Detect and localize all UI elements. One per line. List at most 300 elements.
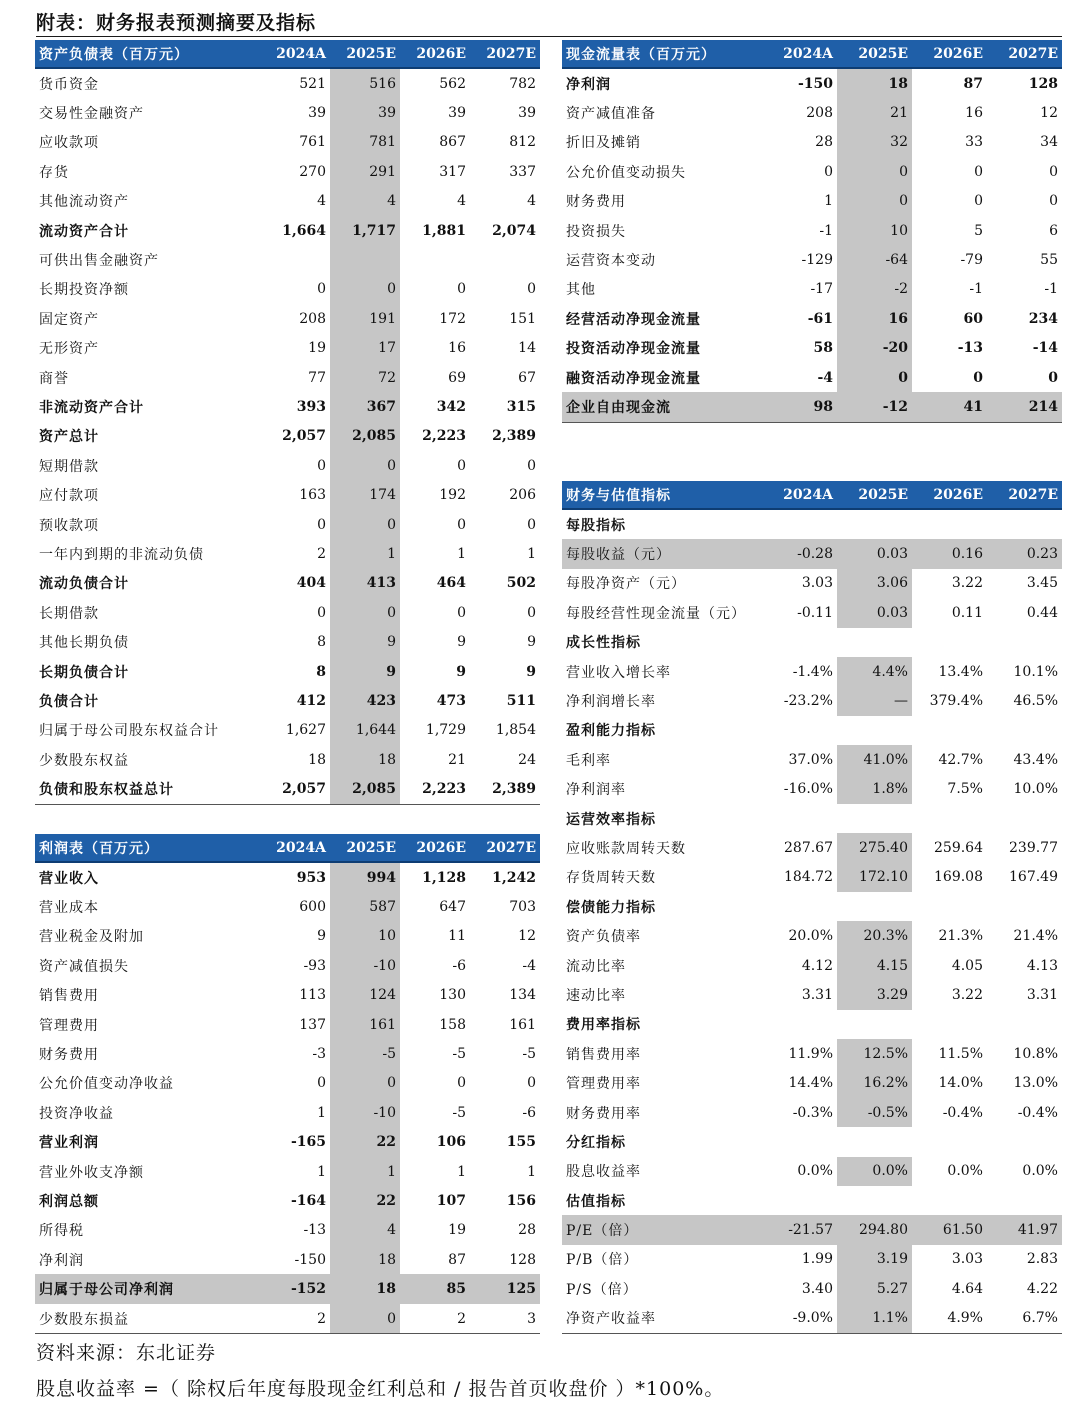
value-cell-2024A: 0 <box>317 604 326 621</box>
value-cell-2027E: 315 <box>506 398 536 415</box>
value-cell-2026E: 0 <box>973 369 983 386</box>
value-cell-2027E: 161 <box>509 1016 536 1033</box>
table-row <box>35 304 540 333</box>
value-cell-2024A: -4 <box>817 369 833 386</box>
cash-flow-header <box>562 40 1062 68</box>
value-cell-2027E: 156 <box>506 1192 536 1209</box>
value-cell-2027E: 337 <box>509 163 536 180</box>
value-cell-2027E: 12 <box>518 928 536 945</box>
value-cell-2026E: 172 <box>439 310 466 327</box>
value-cell-2027E: 1,242 <box>492 869 536 886</box>
value-cell-2025E: 9 <box>330 657 400 686</box>
value-cell-2027E: 0 <box>1049 163 1058 180</box>
value-cell-2025E: 72 <box>330 363 400 392</box>
value-cell-2026E: 0 <box>457 516 466 533</box>
ratios-header <box>562 481 1062 509</box>
value-cell-2024A: -0.11 <box>797 604 833 621</box>
value-cell-2024A: 2 <box>260 1304 330 1334</box>
value-cell-2026E: 41 <box>912 392 987 422</box>
value-cell-2027E: 128 <box>1028 75 1058 92</box>
value-cell-2026E: 61.50 <box>912 1215 987 1244</box>
value-cell-2027E: 2.83 <box>1026 1251 1058 1268</box>
table-row <box>35 68 540 98</box>
value-cell-2025E <box>837 804 912 833</box>
value-cell-2026E: 87 <box>963 75 983 92</box>
row-label: 资产减值准备 <box>566 106 656 123</box>
year-header: 2026E <box>912 40 987 68</box>
value-cell-2024A: -165 <box>290 1134 326 1151</box>
value-cell-2025E: -10 <box>330 1098 400 1127</box>
income-statement-header <box>35 834 540 862</box>
value-cell-2024A: 0 <box>317 516 326 533</box>
value-cell-2024A: 98 <box>762 392 837 422</box>
value-cell-2024A: 8 <box>316 663 326 680</box>
value-cell-2026E: 14.0% <box>938 1075 983 1092</box>
row-label: 负债和股东权益总计 <box>35 774 260 804</box>
page-title: 附表：财务报表预测摘要及指标 <box>36 12 317 34</box>
value-cell-2026E: 11.5% <box>938 1045 983 1062</box>
row-label: 净利润 <box>39 1252 84 1269</box>
value-cell-2027E: 3.31 <box>1026 986 1058 1003</box>
section-label: 分红指标 <box>566 1134 626 1151</box>
value-cell-2024A: 14.4% <box>788 1075 833 1092</box>
row-label: 一年内到期的非流动负债 <box>39 546 204 563</box>
value-cell-2025E <box>330 245 400 274</box>
value-cell-2025E <box>837 1010 912 1039</box>
value-cell-2025E: -10 <box>330 951 400 980</box>
table-row <box>562 157 1062 186</box>
value-cell-2026E: 867 <box>439 134 466 151</box>
value-cell-2027E: 703 <box>509 899 536 916</box>
source-note: 资料来源：东北证券 <box>36 1342 217 1364</box>
table-row <box>35 1157 540 1186</box>
value-cell-2027E: 0.44 <box>1026 604 1058 621</box>
value-cell-2027E: 234 <box>1028 310 1058 327</box>
value-cell-2027E: 782 <box>509 75 536 92</box>
value-cell-2026E: 130 <box>439 987 466 1004</box>
value-cell-2024A: 1,627 <box>285 722 326 739</box>
row-label: 速动比率 <box>566 987 626 1004</box>
table-row <box>562 98 1062 127</box>
value-cell-2026E: 1,128 <box>422 869 466 886</box>
table-row <box>35 657 540 686</box>
value-cell-2027E: -1 <box>1044 281 1058 298</box>
section-label: 运营效率指标 <box>566 811 656 828</box>
value-cell-2024A: 2,057 <box>282 428 326 445</box>
table-row <box>562 951 1062 980</box>
table-row <box>35 892 540 921</box>
table-row <box>562 569 1062 598</box>
row-label: 少数股东损益 <box>35 1304 260 1334</box>
value-cell-2027E: 4.13 <box>1026 957 1058 974</box>
value-cell-2025E: 161 <box>330 1010 400 1039</box>
table-row <box>35 598 540 627</box>
value-cell-2024A: 0 <box>317 281 326 298</box>
value-cell-2026E: 1,729 <box>425 722 466 739</box>
row-label: 经营活动净现金流量 <box>566 311 701 328</box>
row-label: 财务费用 <box>39 1047 99 1064</box>
table-row <box>562 1274 1062 1303</box>
table-row <box>562 863 1062 892</box>
value-cell-2025E: 294.80 <box>837 1215 912 1244</box>
table-row <box>35 245 540 274</box>
value-cell-2027E: -0.4% <box>1017 1104 1058 1121</box>
value-cell-2026E: 16 <box>965 105 983 122</box>
ratios-title: 财务与估值指标 <box>562 481 762 509</box>
table-row <box>562 1098 1062 1127</box>
value-cell-2025E: 172.10 <box>837 863 912 892</box>
value-cell-2027E <box>987 804 1062 833</box>
table-row <box>562 392 1062 422</box>
value-cell-2026E: 4.64 <box>951 1280 983 1297</box>
table-row <box>35 627 540 656</box>
value-cell-2024A: 37.0% <box>788 751 833 768</box>
row-label: 流动负债合计 <box>39 576 129 593</box>
section-label: 成长性指标 <box>566 635 641 652</box>
value-cell-2027E: 46.5% <box>1013 693 1058 710</box>
value-cell-2024A: -23.2% <box>783 693 833 710</box>
value-cell-2027E: 0 <box>1049 193 1058 210</box>
value-cell-2027E: 4.22 <box>1026 1280 1058 1297</box>
row-label: 毛利率 <box>566 752 611 769</box>
value-cell-2027E: 0 <box>527 516 536 533</box>
value-cell-2026E: 87 <box>448 1251 466 1268</box>
value-cell-2026E: 562 <box>439 75 466 92</box>
value-cell-2027E: 0 <box>527 281 536 298</box>
row-label: 流动比率 <box>566 958 626 975</box>
value-cell-2025E: 191 <box>330 304 400 333</box>
value-cell-2024A: 77 <box>308 369 326 386</box>
value-cell-2024A: 8 <box>317 634 326 651</box>
value-cell-2024A: 18 <box>308 751 326 768</box>
row-label: 管理费用 <box>39 1017 99 1034</box>
value-cell-2027E: 812 <box>509 134 536 151</box>
row-label: 公允价值变动损失 <box>566 164 686 181</box>
table-row <box>35 510 540 539</box>
value-cell-2025E: 18 <box>330 1274 400 1303</box>
table-row <box>35 1069 540 1098</box>
value-cell-2026E <box>912 509 987 539</box>
value-cell-2025E: 18 <box>837 68 912 98</box>
value-cell-2025E: 1,717 <box>330 216 400 245</box>
row-label: 货币资金 <box>39 76 99 93</box>
value-cell-2024A: 3.31 <box>801 986 833 1003</box>
value-cell-2025E: 3.29 <box>837 980 912 1009</box>
row-label: 其他流动资产 <box>39 194 129 211</box>
value-cell-2024A: 761 <box>299 134 326 151</box>
value-cell-2024A: 28 <box>815 134 833 151</box>
year-header: 2024A <box>762 481 837 509</box>
section-header-row <box>562 628 1062 657</box>
value-cell-2026E: 21.3% <box>938 928 983 945</box>
value-cell-2024A: -93 <box>303 957 326 974</box>
table-row <box>562 1215 1062 1244</box>
income-statement-title: 利润表（百万元） <box>35 834 260 862</box>
value-cell-2027E <box>987 1127 1062 1156</box>
value-cell-2026E <box>912 1186 987 1215</box>
value-cell-2024A: 9 <box>317 928 326 945</box>
value-cell-2026E: 2 <box>400 1304 470 1334</box>
year-header: 2027E <box>470 834 540 862</box>
value-cell-2026E <box>912 892 987 921</box>
table-row <box>35 1010 540 1039</box>
row-label: 财务费用率 <box>566 1105 641 1122</box>
value-cell-2027E <box>987 892 1062 921</box>
value-cell-2024A: -0.3% <box>792 1104 833 1121</box>
table-row <box>35 216 540 245</box>
value-cell-2025E: — <box>837 686 912 715</box>
value-cell-2024A <box>260 245 330 274</box>
value-cell-2025E: -20 <box>837 334 912 363</box>
table-row <box>562 68 1062 98</box>
value-cell-2027E: 502 <box>506 575 536 592</box>
value-cell-2027E: 9 <box>527 634 536 651</box>
value-cell-2027E <box>987 1186 1062 1215</box>
table-row <box>562 1039 1062 1068</box>
table-row <box>562 921 1062 950</box>
table-row <box>35 334 540 363</box>
value-cell-2025E: 587 <box>330 892 400 921</box>
value-cell-2026E: 4 <box>457 193 466 210</box>
value-cell-2026E: 473 <box>436 692 466 709</box>
value-cell-2026E: 0.0% <box>947 1163 983 1180</box>
table-row <box>562 686 1062 715</box>
value-cell-2026E: 1 <box>457 1163 466 1180</box>
value-cell-2026E: 60 <box>963 310 983 327</box>
value-cell-2024A: -152 <box>260 1274 330 1303</box>
value-cell-2024A: -129 <box>801 252 833 269</box>
value-cell-2024A: -164 <box>290 1192 326 1209</box>
table-row <box>562 304 1062 333</box>
row-label: 投资活动净现金流量 <box>566 341 701 358</box>
row-label: 资产负债率 <box>566 929 641 946</box>
value-cell-2026E: -5 <box>452 1046 466 1063</box>
value-cell-2025E: 10 <box>837 216 912 245</box>
row-label: 融资活动净现金流量 <box>566 370 701 387</box>
table-row <box>35 745 540 774</box>
row-label: 应付款项 <box>39 488 99 505</box>
value-cell-2027E: 239.77 <box>1009 839 1058 856</box>
value-cell-2025E: 5.27 <box>837 1274 912 1303</box>
table-row <box>562 245 1062 274</box>
value-cell-2026E: 3.22 <box>951 575 983 592</box>
row-label: 净资产收益率 <box>562 1304 762 1334</box>
value-cell-2026E: 2,223 <box>400 774 470 804</box>
value-cell-2027E: 214 <box>987 392 1062 422</box>
table-row <box>562 539 1062 568</box>
table-row <box>562 275 1062 304</box>
value-cell-2026E: 21 <box>448 751 466 768</box>
table-row <box>35 716 540 745</box>
value-cell-2027E: 6.7% <box>987 1304 1062 1334</box>
balance-sheet-title: 资产负债表（百万元） <box>35 40 260 68</box>
value-cell-2024A: 953 <box>296 869 326 886</box>
value-cell-2027E: 43.4% <box>1013 751 1058 768</box>
value-cell-2024A: 208 <box>299 310 326 327</box>
value-cell-2024A: -61 <box>807 310 833 327</box>
value-cell-2025E: 367 <box>330 392 400 421</box>
value-cell-2025E: 0 <box>837 187 912 216</box>
value-cell-2026E: 0 <box>457 1075 466 1092</box>
row-label: 存货周转天数 <box>566 870 656 887</box>
row-label: P/B（倍） <box>566 1252 639 1269</box>
title-divider <box>36 36 1062 37</box>
value-cell-2025E: 0 <box>837 363 912 392</box>
table-row <box>35 157 540 186</box>
row-label: 每股净资产（元） <box>566 576 686 593</box>
value-cell-2024A: -1 <box>819 222 833 239</box>
value-cell-2024A <box>762 892 837 921</box>
value-cell-2025E <box>837 892 912 921</box>
value-cell-2025E <box>837 716 912 745</box>
value-cell-2026E: 0.11 <box>951 604 983 621</box>
section-header-row <box>562 716 1062 745</box>
value-cell-2026E: 13.4% <box>938 663 983 680</box>
table-row <box>35 774 540 804</box>
value-cell-2026E: 16 <box>448 340 466 357</box>
section-label: 盈利能力指标 <box>566 723 656 740</box>
row-label: 应收账款周转天数 <box>566 840 686 857</box>
value-cell-2025E: 3.19 <box>837 1245 912 1274</box>
formula-note: 股息收益率 =（ 除权后年度每股现金红利总和 / 报告首页收盘价 ）*100%。 <box>36 1378 725 1400</box>
value-cell-2025E: 1.8% <box>837 775 912 804</box>
value-cell-2024A: 1 <box>317 1163 326 1180</box>
value-cell-2027E: -14 <box>1032 340 1058 357</box>
section-header-row <box>562 1127 1062 1156</box>
value-cell-2026E: 19 <box>448 1222 466 1239</box>
table-row <box>35 1274 540 1303</box>
value-cell-2026E: 1,881 <box>422 222 466 239</box>
value-cell-2025E <box>837 1127 912 1156</box>
table-row <box>35 480 540 509</box>
value-cell-2026E: -13 <box>957 340 983 357</box>
value-cell-2027E: 2,389 <box>470 774 540 804</box>
table-row <box>35 1186 540 1215</box>
table-row <box>562 833 1062 862</box>
value-cell-2026E: -1 <box>969 281 983 298</box>
value-cell-2025E: 22 <box>330 1186 400 1215</box>
table-row <box>35 1098 540 1127</box>
value-cell-2025E: 4 <box>330 1216 400 1245</box>
row-label: 销售费用率 <box>566 1046 641 1063</box>
section-header-row <box>562 1186 1062 1215</box>
value-cell-2024A: 404 <box>296 575 326 592</box>
value-cell-2027E: 155 <box>506 1134 536 1151</box>
value-cell-2026E: 42.7% <box>938 751 983 768</box>
value-cell-2025E: 0 <box>330 510 400 539</box>
row-label: P/S（倍） <box>566 1281 638 1298</box>
table-row <box>562 334 1062 363</box>
cash-flow-title: 现金流量表（百万元） <box>562 40 762 68</box>
value-cell-2024A: -150 <box>797 75 833 92</box>
value-cell-2025E: -12 <box>837 392 912 422</box>
value-cell-2025E: 413 <box>330 569 400 598</box>
value-cell-2027E: 125 <box>470 1274 540 1303</box>
value-cell-2024A: 0 <box>317 1075 326 1092</box>
value-cell-2027E: 10.1% <box>1013 663 1058 680</box>
value-cell-2026E: 3.03 <box>951 1251 983 1268</box>
year-header: 2026E <box>912 481 987 509</box>
value-cell-2025E: 2,085 <box>330 422 400 451</box>
row-label: 无形资产 <box>39 341 99 358</box>
row-label: 营业成本 <box>39 900 99 917</box>
value-cell-2025E: 2,085 <box>330 774 400 804</box>
value-cell-2027E: 511 <box>506 692 536 709</box>
value-cell-2026E: 2,223 <box>422 428 466 445</box>
row-label: 其他长期负债 <box>39 635 129 652</box>
row-label: 所得税 <box>39 1223 84 1240</box>
value-cell-2025E: 0 <box>330 451 400 480</box>
table-row <box>35 187 540 216</box>
value-cell-2024A <box>762 509 837 539</box>
table-row <box>562 657 1062 686</box>
balance-sheet-table <box>35 40 540 805</box>
value-cell-2024A: 137 <box>299 1016 326 1033</box>
row-label: 应收款项 <box>39 135 99 152</box>
value-cell-2027E: 2,074 <box>492 222 536 239</box>
value-cell-2026E: 192 <box>439 487 466 504</box>
row-label: 短期借款 <box>39 458 99 475</box>
value-cell-2024A: 208 <box>806 105 833 122</box>
table-row <box>562 745 1062 774</box>
row-label: 公允价值变动净收益 <box>39 1076 174 1093</box>
value-cell-2026E: 317 <box>439 163 466 180</box>
year-header: 2024A <box>260 834 330 862</box>
value-cell-2024A: 184.72 <box>784 869 833 886</box>
year-header: 2027E <box>987 40 1062 68</box>
row-label: 固定资产 <box>39 311 99 328</box>
value-cell-2026E: 169.08 <box>934 869 983 886</box>
value-cell-2024A: 270 <box>299 163 326 180</box>
table-row <box>35 951 540 980</box>
table-row <box>35 1039 540 1068</box>
value-cell-2025E: 0 <box>837 157 912 186</box>
value-cell-2024A: 58 <box>813 340 833 357</box>
section-header-row <box>562 804 1062 833</box>
value-cell-2024A: 4 <box>317 193 326 210</box>
row-label: 资产总计 <box>39 429 99 446</box>
year-header: 2027E <box>987 481 1062 509</box>
value-cell-2025E: 4 <box>330 187 400 216</box>
row-label: 折旧及摊销 <box>566 135 641 152</box>
value-cell-2025E: 291 <box>330 157 400 186</box>
value-cell-2027E: 21.4% <box>1013 928 1058 945</box>
value-cell-2027E: 14 <box>518 340 536 357</box>
value-cell-2026E: 106 <box>436 1134 466 1151</box>
table-row <box>35 98 540 127</box>
value-cell-2025E: 39 <box>330 98 400 127</box>
row-label: 归属于母公司净利润 <box>35 1274 260 1303</box>
row-label: 负债合计 <box>39 693 99 710</box>
value-cell-2025E: 17 <box>330 334 400 363</box>
year-header: 2026E <box>400 834 470 862</box>
value-cell-2024A: 113 <box>299 987 326 1004</box>
value-cell-2027E: 151 <box>509 310 536 327</box>
value-cell-2025E: 41.0% <box>837 745 912 774</box>
year-header: 2027E <box>470 40 540 68</box>
value-cell-2024A: 20.0% <box>788 928 833 945</box>
value-cell-2024A: -1.4% <box>792 663 833 680</box>
value-cell-2027E: 10.0% <box>1013 781 1058 798</box>
value-cell-2026E: 0 <box>974 163 983 180</box>
table-row <box>562 980 1062 1009</box>
value-cell-2027E: 28 <box>518 1222 536 1239</box>
value-cell-2025E: 18 <box>330 1245 400 1274</box>
value-cell-2024A: 2,057 <box>260 774 330 804</box>
value-cell-2025E: 174 <box>330 480 400 509</box>
section-label: 每股指标 <box>566 517 626 534</box>
value-cell-2027E <box>987 1010 1062 1039</box>
